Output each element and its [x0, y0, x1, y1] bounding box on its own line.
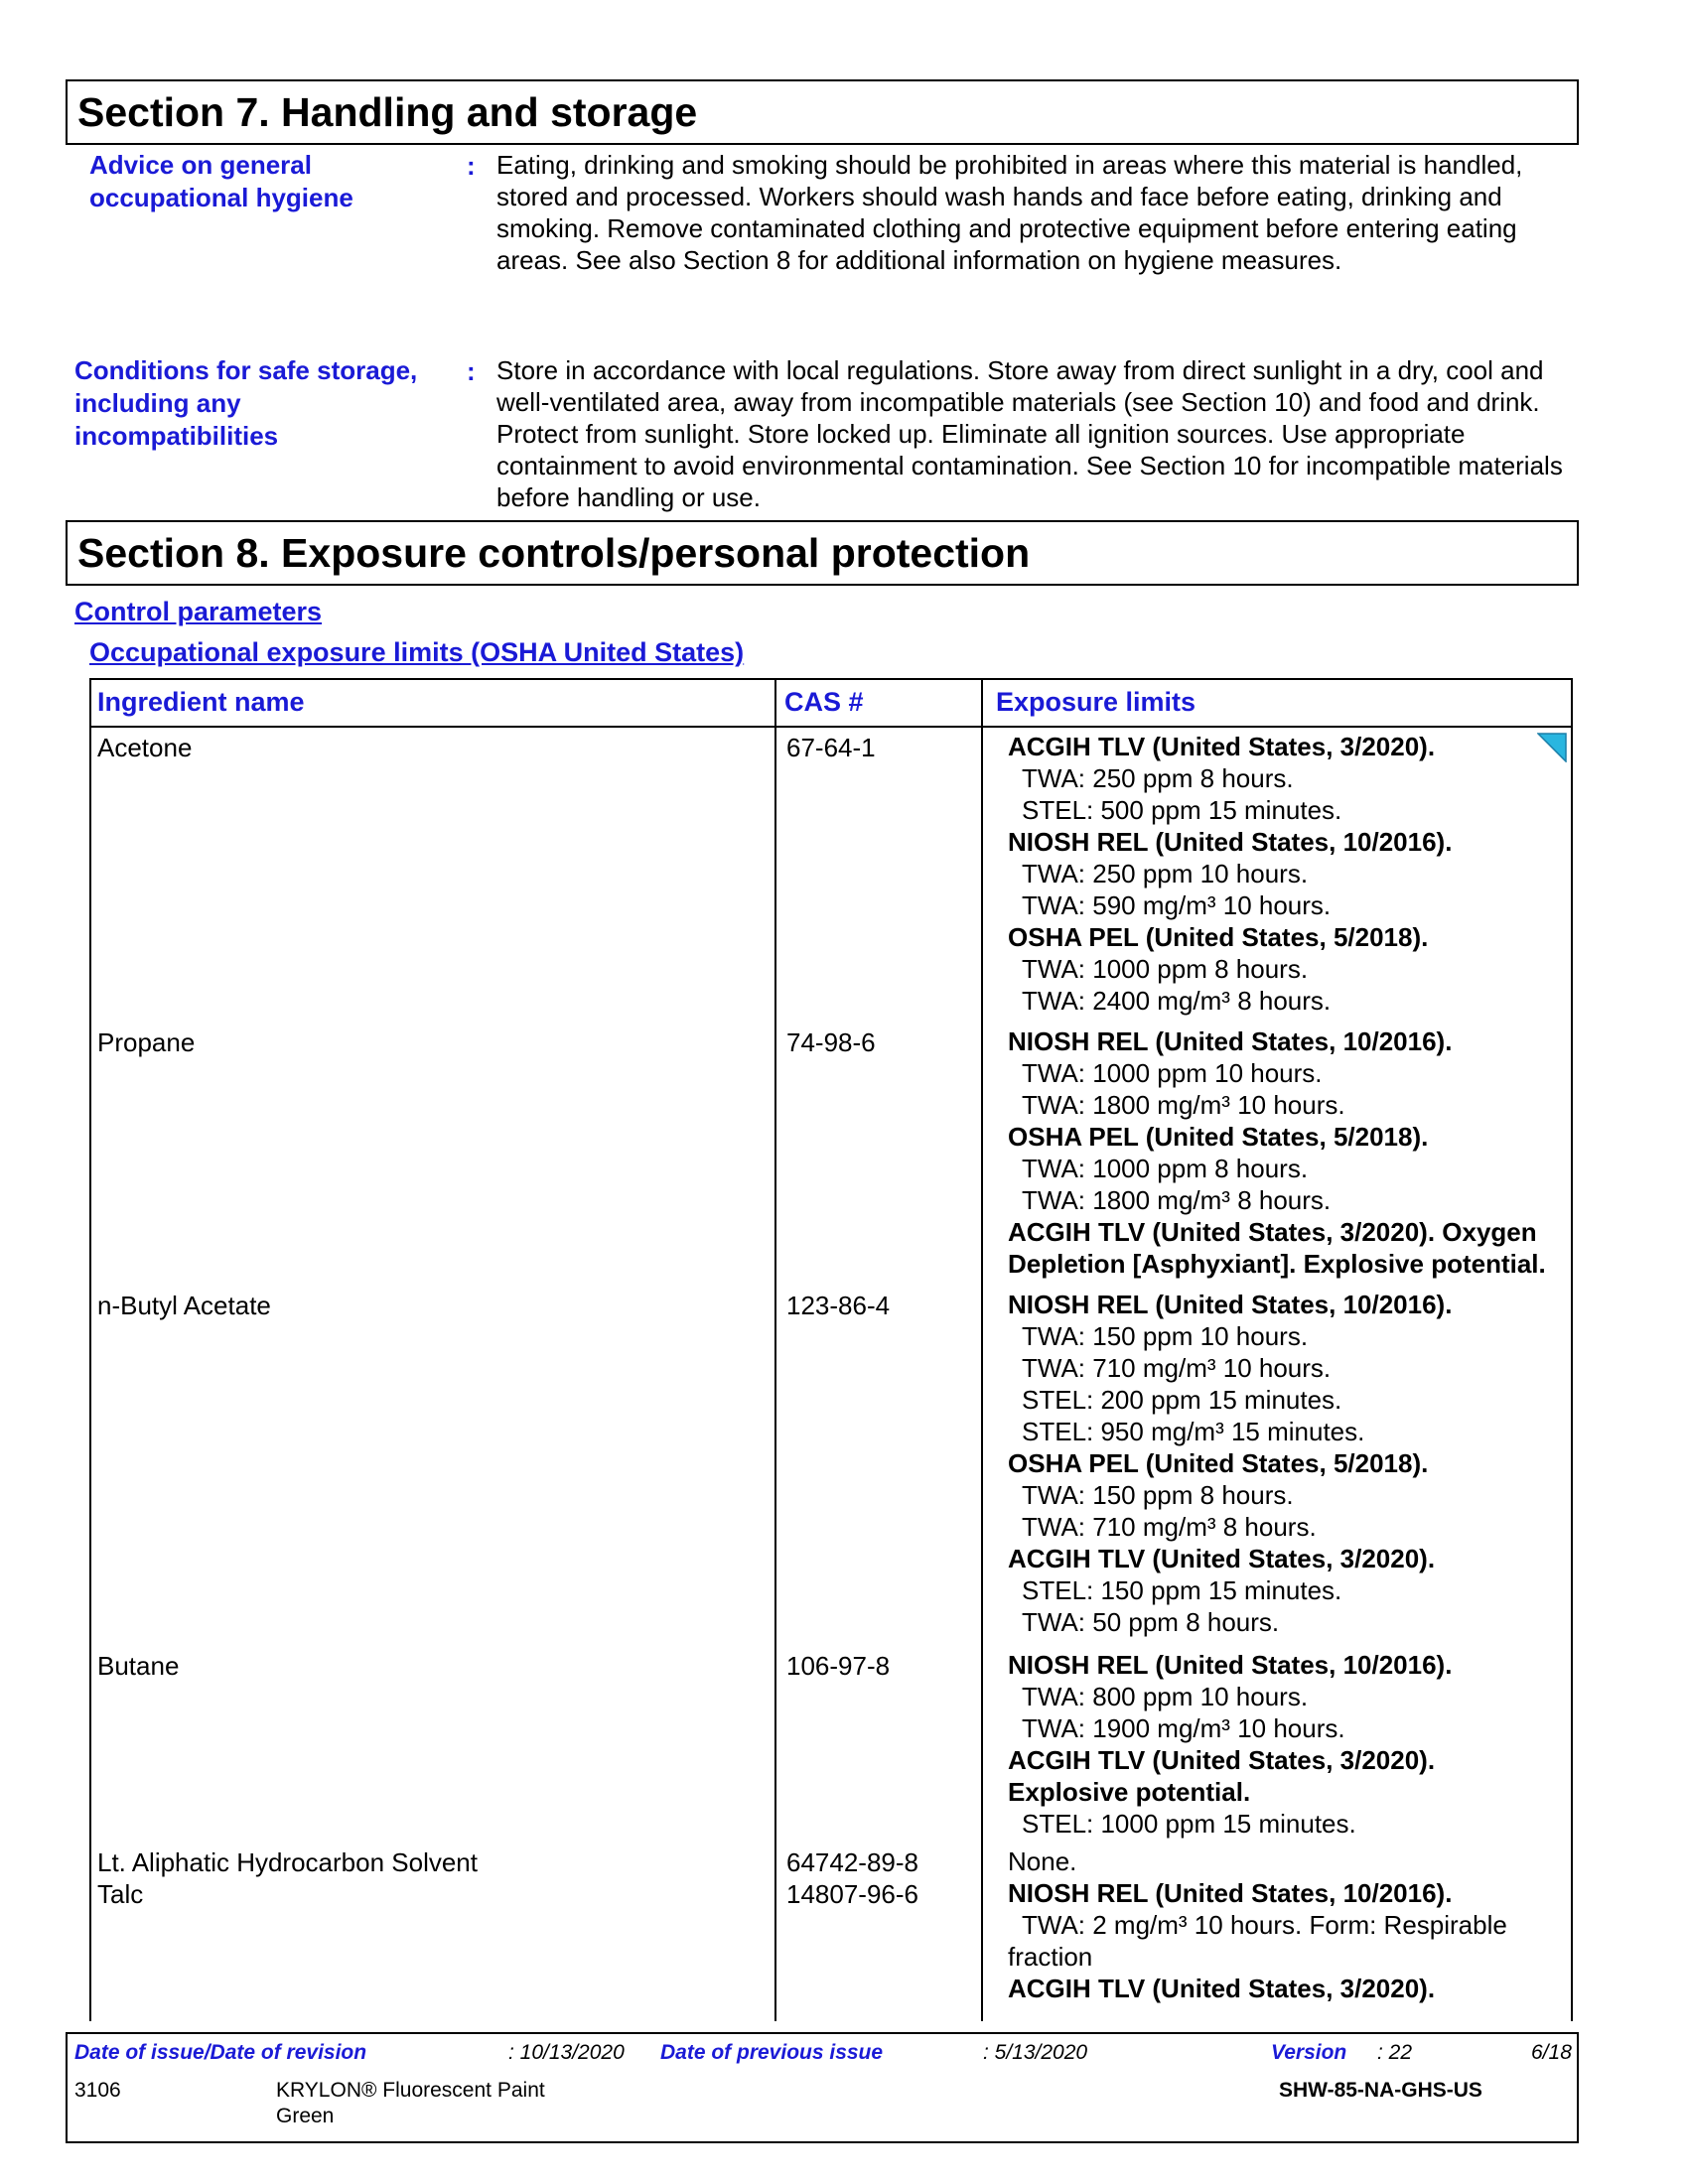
footer-version-value: : 22	[1377, 2041, 1413, 2064]
limit-line: OSHA PEL (United States, 5/2018).	[1008, 922, 1429, 952]
limit-line: NIOSH REL (United States, 10/2016).	[1008, 1878, 1453, 1908]
limit-line: NIOSH REL (United States, 10/2016).	[1008, 1650, 1453, 1680]
hygiene-label-line: Advice on general	[89, 150, 312, 180]
oel-heading: Occupational exposure limits (OSHA United States)	[89, 637, 745, 667]
cas-number: 106-97-8	[786, 1651, 891, 1681]
limit-line: TWA: 710 mg/m³ 10 hours.	[1022, 1353, 1332, 1383]
footer-left-border	[66, 2032, 68, 2143]
footer-document-code: SHW-85-NA-GHS-US	[1279, 2079, 1482, 2102]
storage-label-line: incompatibilities	[74, 421, 279, 451]
table-divider-limits	[981, 678, 983, 2021]
control-parameters-heading: Control parameters	[74, 597, 323, 626]
table-top-border	[89, 678, 1573, 680]
limit-line: ACGIH TLV (United States, 3/2020).	[1008, 732, 1436, 761]
limit-line: STEL: 150 ppm 15 minutes.	[1022, 1575, 1342, 1605]
cas-number: 14807-96-6	[786, 1879, 918, 1909]
exposure-limits-cell	[1008, 1649, 1594, 1840]
limit-line: STEL: 950 mg/m³ 15 minutes.	[1022, 1417, 1365, 1446]
exposure-limits-cell	[1008, 1845, 1594, 1877]
limit-line: NIOSH REL (United States, 10/2016).	[1008, 827, 1453, 857]
limit-line: TWA: 50 ppm 8 hours.	[1022, 1607, 1280, 1637]
exposure-limits-cell	[1008, 1289, 1594, 1638]
limit-line: TWA: 590 mg/m³ 10 hours.	[1022, 890, 1332, 920]
storage-label	[74, 354, 417, 453]
footer-previous-label: Date of previous issue	[660, 2041, 884, 2064]
storage-label-line: Conditions for safe storage,	[74, 355, 418, 385]
exposure-limits-cell	[1008, 1025, 1594, 1280]
footer-date-value: : 10/13/2020	[508, 2041, 625, 2064]
limit-line: None.	[1008, 1846, 1077, 1876]
ingredient-name: Acetone	[97, 733, 193, 762]
hygiene-text: Eating, drinking and smoking should be prohibited in areas where this material is handled, stored and processed. Workers should wash hands and face before eating, drinking and smoking. Remove contaminated clothing and protective equipment before entering eating areas. See also Section 8 for additional information on hygiene measures.	[496, 150, 1523, 275]
ingredient-name: Butane	[97, 1651, 180, 1681]
limit-line: TWA: 2 mg/m³ 10 hours. Form: Respirable	[1022, 1910, 1507, 1940]
hygiene-label-line: occupational hygiene	[89, 183, 353, 212]
footer-product-name-cont: Green	[276, 2105, 335, 2127]
limit-line: ACGIH TLV (United States, 3/2020).	[1008, 1745, 1436, 1775]
table-left-border	[89, 678, 91, 2021]
limit-line: ACGIH TLV (United States, 3/2020).	[1008, 1974, 1436, 2003]
exposure-limits-cell	[1008, 1877, 1594, 2004]
cas-number: 74-98-6	[786, 1027, 876, 1057]
limit-line: TWA: 2400 mg/m³ 8 hours.	[1022, 986, 1332, 1016]
section-8-title: Section 8. Exposure controls/personal protection	[77, 530, 1031, 576]
cas-number: 67-64-1	[786, 733, 876, 762]
storage-label-line: including any	[74, 388, 241, 418]
limit-line: TWA: 1800 mg/m³ 10 hours.	[1022, 1090, 1345, 1120]
footer-product-name: KRYLON® Fluorescent Paint	[276, 2079, 545, 2102]
limit-line: STEL: 1000 ppm 15 minutes.	[1022, 1809, 1356, 1839]
ingredient-name: n-Butyl Acetate	[97, 1291, 271, 1320]
limit-line: ACGIH TLV (United States, 3/2020). Oxygen	[1008, 1217, 1537, 1247]
limit-line: TWA: 150 ppm 8 hours.	[1022, 1480, 1294, 1510]
cas-number: 123-86-4	[786, 1291, 891, 1320]
footer-top-border	[66, 2032, 1579, 2034]
limit-line: TWA: 1000 ppm 8 hours.	[1022, 954, 1309, 984]
hygiene-label	[89, 149, 353, 214]
limit-line: OSHA PEL (United States, 5/2018).	[1008, 1122, 1429, 1152]
table-divider-cas	[774, 678, 776, 2021]
limit-line: fraction	[1008, 1942, 1093, 1972]
limit-line: ACGIH TLV (United States, 3/2020).	[1008, 1544, 1436, 1573]
section-7-title: Section 7. Handling and storage	[77, 89, 698, 135]
limit-line: Depletion [Asphyxiant]. Explosive potential.	[1008, 1249, 1546, 1279]
limit-line: NIOSH REL (United States, 10/2016).	[1008, 1026, 1453, 1056]
limit-line: STEL: 200 ppm 15 minutes.	[1022, 1385, 1342, 1415]
header-exposure-limits: Exposure limits	[996, 687, 1196, 717]
footer-version-label: Version	[1271, 2041, 1347, 2064]
storage-text: Store in accordance with local regulations. Store away from direct sunlight in a dry, cool and well-ventilated area, away from incompatible materials (see Section 10) and food and drink. Protect from sunlight. Store locked up. Eliminate all ignition sources. Use appropriate containment to avoid environmental contamination. See Section 10 for incompatible materials before handling or use.	[496, 355, 1563, 512]
footer-page-number: 6/18	[1531, 2041, 1572, 2064]
hygiene-colon: :	[467, 151, 476, 181]
footer-previous-value: : 5/13/2020	[983, 2041, 1088, 2064]
footer-right-border	[1577, 2032, 1579, 2143]
limit-line: TWA: 1800 mg/m³ 8 hours.	[1022, 1185, 1332, 1215]
cas-number: 64742-89-8	[786, 1847, 918, 1877]
limit-line: TWA: 250 ppm 10 hours.	[1022, 859, 1309, 888]
exposure-limits-cell	[1008, 731, 1594, 1017]
limit-line: TWA: 1900 mg/m³ 10 hours.	[1022, 1713, 1345, 1743]
header-cas: CAS #	[784, 687, 864, 717]
footer-bottom-border	[66, 2141, 1579, 2143]
limit-line: OSHA PEL (United States, 5/2018).	[1008, 1448, 1429, 1478]
ingredient-name: Lt. Aliphatic Hydrocarbon Solvent	[97, 1847, 478, 1877]
section-7-header	[66, 79, 1579, 145]
limit-line: NIOSH REL (United States, 10/2016).	[1008, 1290, 1453, 1319]
ingredient-name: Talc	[97, 1879, 144, 1909]
limit-line: TWA: 150 ppm 10 hours.	[1022, 1321, 1309, 1351]
section-8-header	[66, 520, 1579, 586]
table-header-border	[89, 726, 1573, 728]
limit-line: STEL: 500 ppm 15 minutes.	[1022, 795, 1342, 825]
limit-line: TWA: 1000 ppm 8 hours.	[1022, 1154, 1309, 1183]
ingredient-name: Propane	[97, 1027, 196, 1057]
footer-date-label: Date of issue/Date of revision	[74, 2041, 367, 2064]
limit-line: TWA: 250 ppm 8 hours.	[1022, 763, 1294, 793]
limit-line: TWA: 710 mg/m³ 8 hours.	[1022, 1512, 1317, 1542]
storage-colon: :	[467, 356, 476, 386]
limit-line: TWA: 800 ppm 10 hours.	[1022, 1682, 1309, 1711]
header-ingredient: Ingredient name	[97, 687, 305, 717]
limit-line: Explosive potential.	[1008, 1777, 1251, 1807]
limit-line: TWA: 1000 ppm 10 hours.	[1022, 1058, 1323, 1088]
footer-product-code: 3106	[74, 2079, 121, 2102]
